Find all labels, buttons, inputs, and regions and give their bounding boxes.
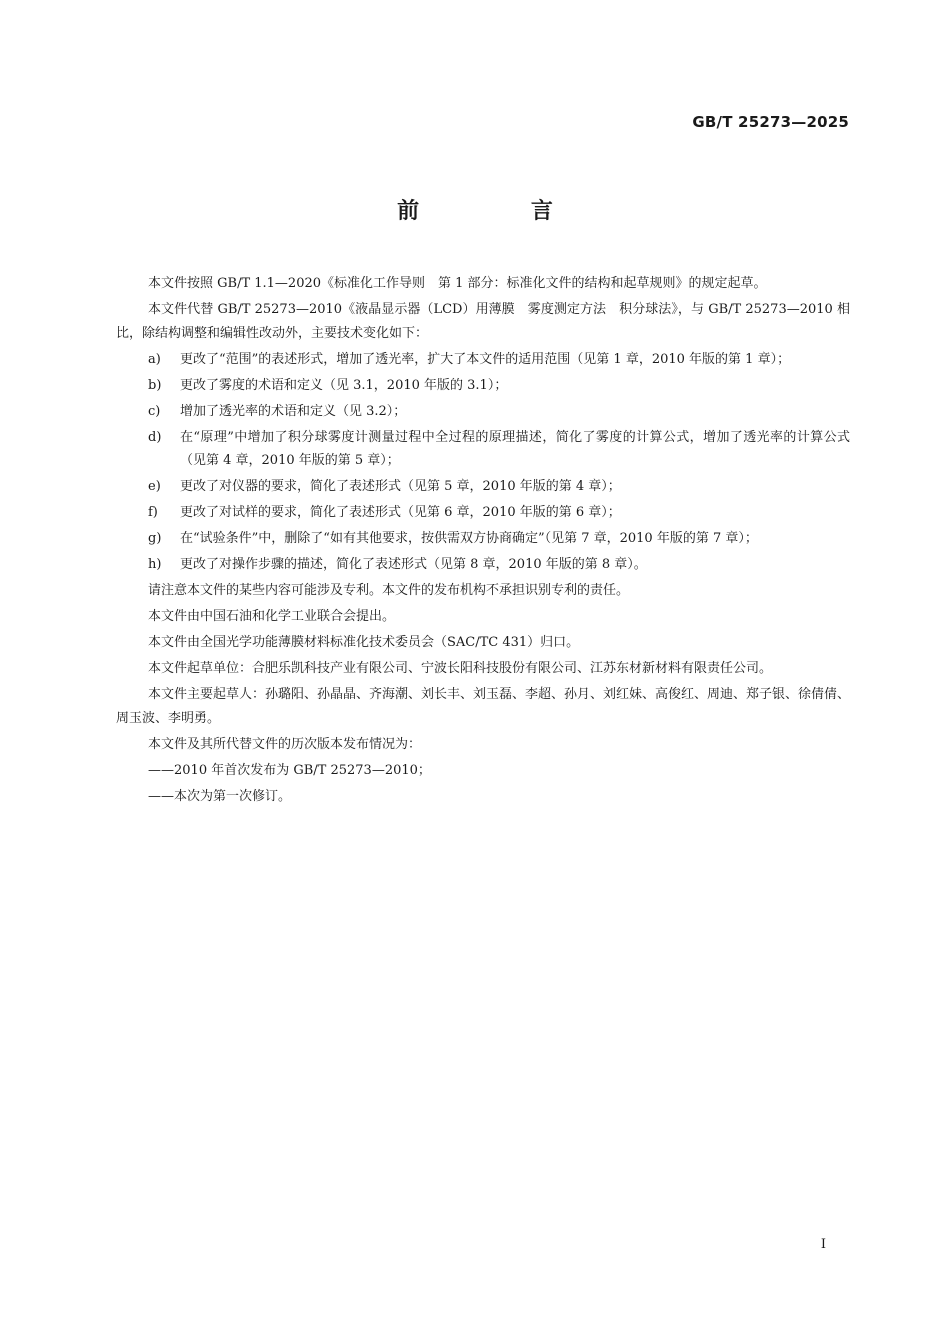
change-list-item [116,374,850,398]
list-item-text: 更改了对仪器的要求，简化了表述形式（见第 5 章，2010 年版的第 4 章）； [180,479,621,494]
list-item-text: 在“原理”中增加了积分球雾度计测量过程中全过程的原理描述，简化了雾度的计算公式，增加了透光率的计算公式（见第 4 章，2010 年版的第 5 章）； [180,429,850,468]
page-title: 前 言 [397,199,605,224]
list-item-text: 更改了对操作步骤的描述，简化了表述形式（见第 8 章，2010 年版的第 8 章）。 [180,557,647,572]
intro-paragraph: 本文件按照 GB/T 1.1—2020《标准化工作导则 第 1 部分：标准化文件的结构和起草规则》的规定起草。 [148,276,767,291]
change-list-item [116,501,850,525]
committee-statement: 本文件由全国光学功能薄膜材料标准化技术委员会（SAC/TC 431）归口。 [148,635,580,650]
foreword-body [116,272,850,811]
change-list-item [116,475,850,499]
standard-code: GB/T 25273—2025 [692,113,849,131]
intro-paragraph: 本文件代替 GB/T 25273—2010《液晶显示器（LCD）用薄膜 雾度测定方法 积分球法》，与 GB/T 25273—2010 相比，除结构调整和编辑性改动外，主要技术变化如下： [116,302,850,341]
list-item-text: 在“试验条件”中，删除了“如有其他要求，按供需双方协商确定”（见第 7 章，2010 年版的第 7 章）； [180,531,758,546]
drafters: 本文件主要起草人：孙璐阳、孙晶晶、齐海潮、刘长丰、刘玉磊、李超、孙月、刘红妹、高俊红、周迪、郑子银、徐倩倩、周玉波、李明勇。 [116,687,851,726]
list-item-text: 增加了透光率的术语和定义（见 3.2）； [180,403,407,419]
list-item-label: h) [148,557,162,572]
list-item-label: g) [148,531,162,546]
list-item-label: b) [148,377,162,393]
list-item-text: 更改了对试样的要求，简化了表述形式（见第 6 章，2010 年版的第 6 章）； [180,505,621,520]
list-item-label: e) [148,479,161,494]
list-item-text: 更改了雾度的术语和定义（见 3.1，2010 年版的 3.1）； [180,377,508,393]
change-list-item [116,348,850,372]
change-list-item [116,426,850,473]
history-intro: 本文件及其所代替文件的历次版本发布情况为： [148,736,422,752]
page-number: I [820,1237,826,1252]
change-list-item [116,400,850,424]
patent-notice: 请注意本文件的某些内容可能涉及专利。本文件的发布机构不承担识别专利的责任。 [148,583,630,598]
list-item-label: f) [148,505,158,520]
list-item-label: a) [148,351,161,367]
proposer-statement: 本文件由中国石油和化学工业联合会提出。 [148,609,396,624]
history-item: ——本次为第一次修订。 [148,788,292,804]
change-list-item [116,553,850,577]
history-item: ——2010 年首次发布为 GB/T 25273—2010； [148,762,431,778]
list-item-text: 更改了“范围”的表述形式，增加了透光率，扩大了本文件的适用范围（见第 1 章，2010 年版的第 1 章）； [180,351,791,367]
list-item-label: c) [148,403,161,419]
change-list-item [116,527,850,551]
drafting-units: 本文件起草单位：合肥乐凯科技产业有限公司、宁波长阳科技股份有限公司、江苏东材新材料有限责任公司。 [148,661,773,676]
list-item-label: d) [148,429,162,445]
